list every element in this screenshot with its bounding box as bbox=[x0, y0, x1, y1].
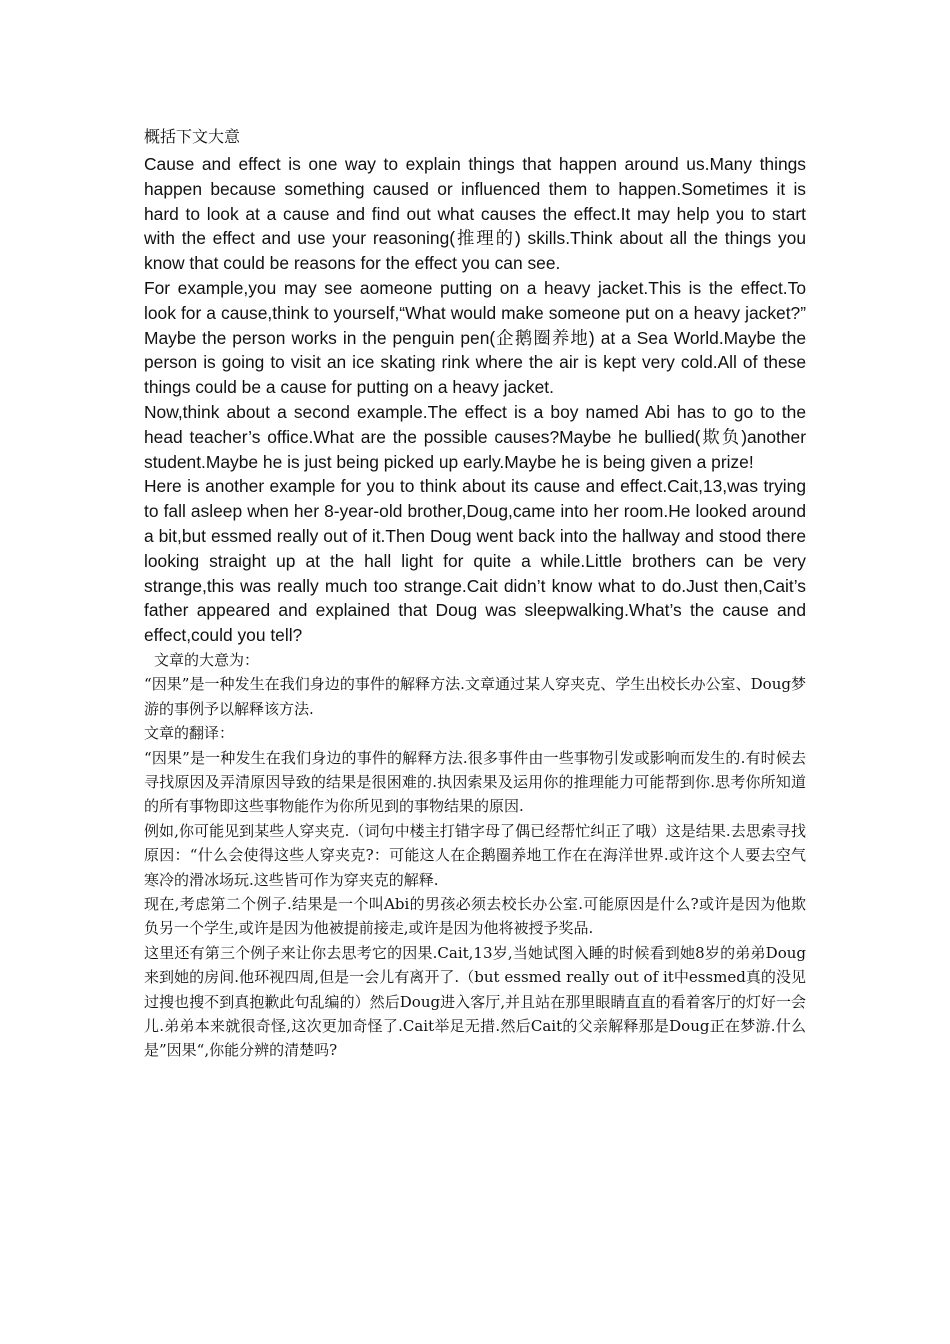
summary-label: 文章的大意为： bbox=[154, 650, 260, 669]
passage-paragraph-1: Cause and effect is one way to explain things that happen around us.Many things happen because something caused or influenced them to happen.Sometimes it is hard to look at a cause and find out what causes the effect.It may help you to start with the effect and use your reasoning(推理的) skills.Think about all the things you know that could be reasons for the effect you can see. bbox=[144, 154, 806, 274]
passage-paragraph-3: Now,think about a second example.The effect is a boy named Abi has to go to the head teacher’s office.What are the possible causes?Maybe he bullied(欺负)another student.Maybe he is just being picked up early.Maybe he is being given a prize! bbox=[144, 401, 806, 472]
english-passage bbox=[144, 152, 806, 648]
translation-paragraph-4: 这里还有第三个例子来让你去思考它的因果.Cait,13岁,当她试图入睡的时候看到她8岁的弟弟Doug来到她的房间.他环视四周,但是一会儿有离开了.（but essmed really out of it中essmed真的没见过搜也搜不到真抱歉此句乱编的）然后Doug进入客厅,并且站在那里眼睛直直的看着客厅的灯好一会儿.弟弟本来就很奇怪,这次更加奇怪了.Cait举足无措.然后Cait的父亲解释那是Doug正在梦游.什么是”因果“,你能分辨的清楚吗? bbox=[144, 943, 806, 1060]
document-page bbox=[144, 122, 806, 1063]
chinese-notes bbox=[144, 648, 806, 1063]
translation-paragraph-3: 现在,考虑第二个例子.结果是一个叫Abi的男孩必须去校长办公室.可能原因是什么?或许是因为他欺负另一个学生,或许是因为他被提前接走,或许是因为他将被授予奖品. bbox=[144, 895, 806, 938]
document-title: 概括下文大意 bbox=[144, 127, 241, 146]
translation-paragraph-2: 例如,你可能见到某些人穿夹克.（词句中楼主打错字母了偶已经帮忙纠正了哦）这是结果.去思索寻找原因：“什么会使得这些人穿夹克?：可能这人在企鹅圈养地工作在在海洋世界.或许这个人要去空气寒冷的滑冰场玩.这些皆可作为穿夹克的解释. bbox=[144, 821, 806, 889]
summary-text: “因果”是一种发生在我们身边的事件的解释方法.文章通过某人穿夹克、学生出校长办公室、Doug梦游的事例予以解释该方法. bbox=[144, 675, 806, 718]
translation-paragraph-1: “因果”是一种发生在我们身边的事件的解释方法.很多事件由一些事物引发或影响而发生的.有时候去寻找原因及弄清原因导致的结果是很困难的.执因索果及运用你的推理能力可能帮到你.思考你所知道的所有事物即这些事物能作为你所见到的事物结果的原因. bbox=[144, 748, 806, 816]
passage-paragraph-4: Here is another example for you to think about its cause and effect.Cait,13,was trying to fall asleep when her 8-year-old brother,Doug,came into her room.He looked around a bit,but essmed really out of it.Then Doug went back into the hallway and stood there looking straight up at the hall light for quite a while.Little brothers can be very strange,this was really much too strange.Cait didn’t know what to do.Just then,Cait’s father appeared and explained that Doug was sleepwalking.What’s the cause and effect,could you tell? bbox=[144, 476, 806, 646]
passage-paragraph-2: For example,you may see aomeone putting on a heavy jacket.This is the effect.To look for a cause,think to yourself,“What would make someone put on a heavy jacket?” Maybe the person works in the penguin pen(企鹅圈养地) at a Sea World.Maybe the person is going to visit an ice skating rink where the air is kept very cold.All of these things could be a cause for putting on a heavy jacket. bbox=[144, 277, 806, 398]
translation-label: 文章的翻译： bbox=[144, 724, 235, 743]
